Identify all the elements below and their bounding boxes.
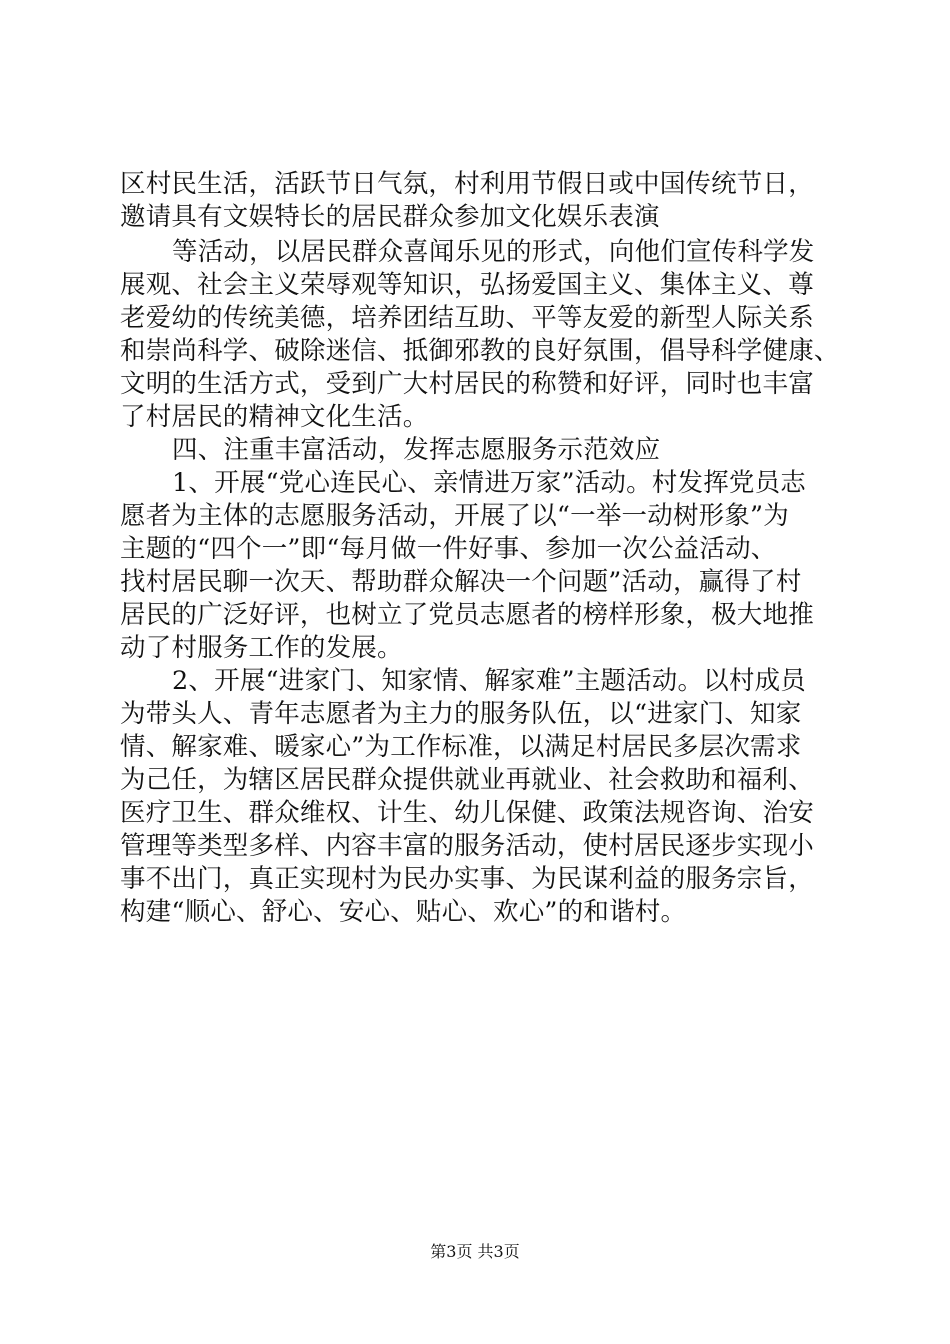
text-line: 和崇尚科学、破除迷信、抵御邪教的良好氛围，倡导科学健康、 [120, 336, 840, 366]
text-line: 等活动，以居民群众喜闻乐见的形式，向他们宣传科学发 [172, 237, 815, 267]
text-line: 展观、社会主义荣辱观等知识，弘扬爱国主义、集体主义、尊 [120, 270, 814, 300]
section-heading: 四、注重丰富活动，发挥志愿服务示范效应 [172, 435, 661, 465]
text-line: 1、开展“党心连民心、亲情进万家”活动。村发挥党员志 [172, 468, 806, 498]
text-line: 了村居民的精神文化生活。 [120, 402, 429, 432]
text-line: 为带头人、青年志愿者为主力的服务队伍，以“进家门、知家 [120, 699, 802, 729]
page-number-footer: 第3页 共3页 [430, 1242, 520, 1261]
text-line: 管理等类型多样、内容丰富的服务活动，使村居民逐步实现小 [120, 831, 814, 861]
text-line: 邀请具有文娱特长的居民群众参加文化娱乐表演 [120, 202, 660, 232]
text-line: 居民的广泛好评，也树立了党员志愿者的榜样形象，极大地推 [120, 600, 814, 630]
text-line: 区村民生活，活跃节日气氛，村利用节假日或中国传统节日， [120, 169, 814, 199]
text-line: 文明的生活方式，受到广大村居民的称赞和好评，同时也丰富 [120, 369, 814, 399]
text-line: 事不出门，真正实现村为民办实事、为民谋利益的服务宗旨， [120, 864, 814, 894]
text-line: 老爱幼的传统美德，培养团结互助、平等友爱的新型人际关系 [120, 303, 814, 333]
text-line: 为己任，为辖区居民群众提供就业再就业、社会救助和福利、 [120, 765, 814, 795]
text-line: 愿者为主体的志愿服务活动，开展了以“一举一动树形象”为 [120, 501, 789, 531]
text-line: 医疗卫生、群众维权、计生、幼儿保健、政策法规咨询、治安 [120, 798, 814, 828]
text-line: 构建“顺心、舒心、安心、贴心、欢心”的和谐村。 [120, 897, 687, 927]
text-line: 2、开展“进家门、知家情、解家难”主题活动。以村成员 [172, 666, 806, 696]
text-line: 主题的“四个一”即“每月做一件好事、参加一次公益活动、 [120, 534, 777, 564]
text-line: 动了村服务工作的发展。 [120, 633, 403, 663]
text-line: 找村居民聊一次天、帮助群众解决一个问题”活动，赢得了村 [120, 567, 802, 597]
text-line: 情、解家难、暖家心”为工作标准，以满足村居民多层次需求 [120, 732, 802, 762]
